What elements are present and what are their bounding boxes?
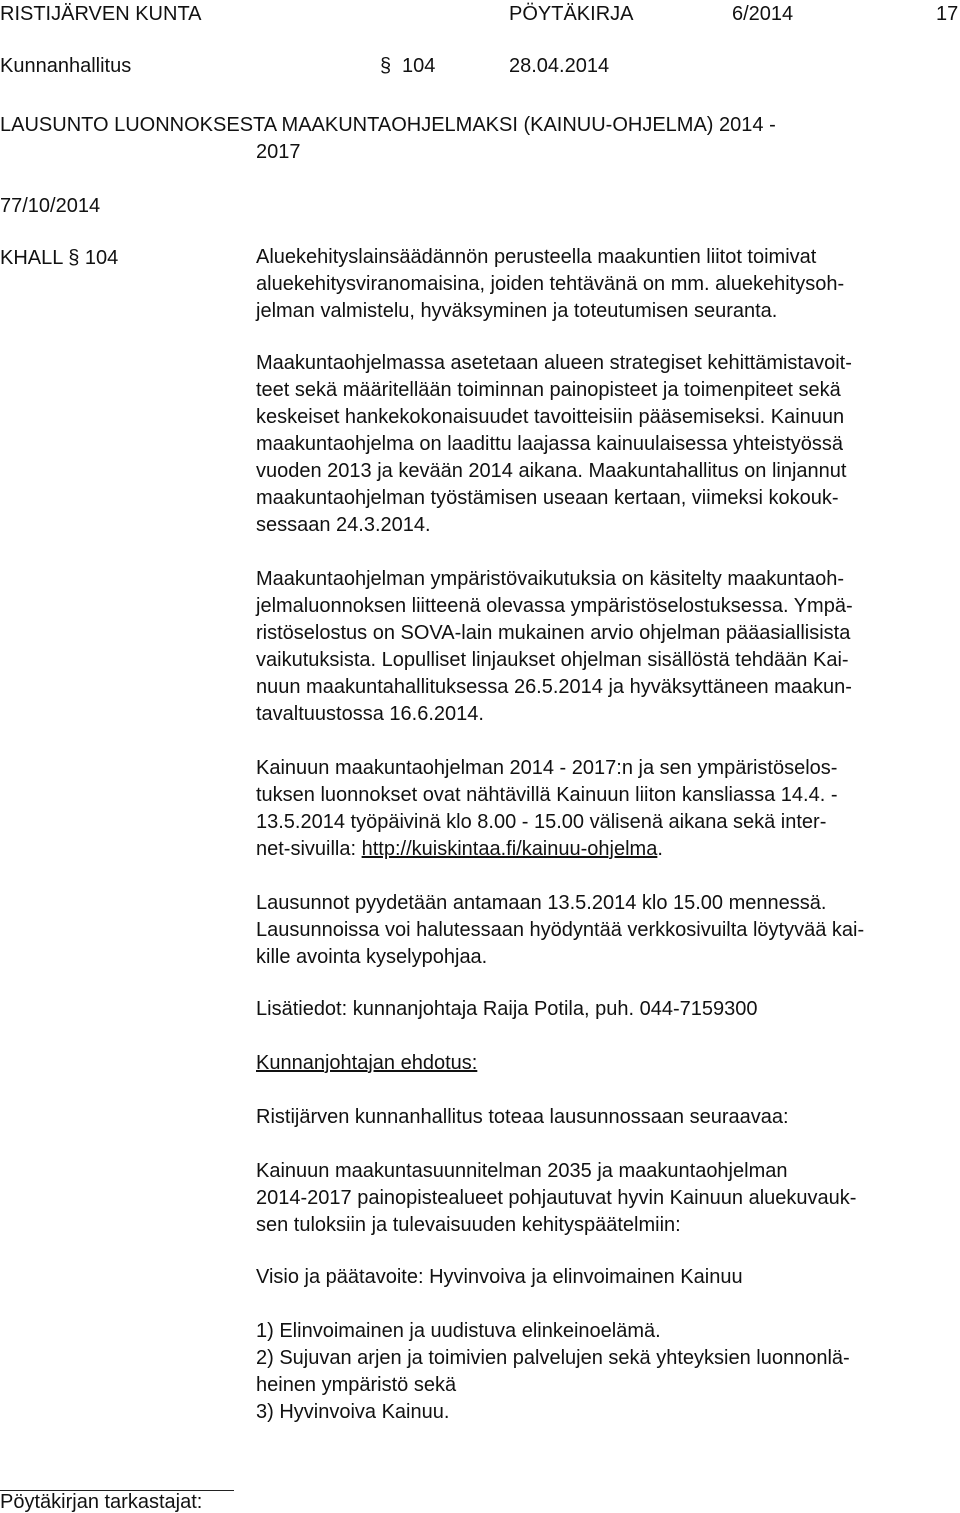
page-title-continued: 2017 [256,141,301,163]
footer-label: Pöytäkirjan tarkastajat: [0,1491,203,1513]
document-type: PÖYTÄKIRJA [509,3,634,25]
paragraph-availability [256,755,956,863]
municipality-name: RISTIJÄRVEN KUNTA [0,3,202,25]
kainuu-program-link[interactable]: http://kuiskintaa.fi/kainuu-ohjelma [361,838,658,860]
text-line: Kainuun maakuntaohjelman 2014 - 2017:n ja sen ympäristöselos- [256,757,838,779]
text-line: Maakuntaohjelman ympäristövaikutuksia on käsitelty maakuntaoh- [256,568,845,590]
paragraph-contact [256,996,956,1023]
section-label-prefix: KHALL [0,247,63,269]
text-line: keskeiset hankekokonaisuudet tavoitteisiin pääsemiseksi. Kainuun [256,406,845,428]
body-name: Kunnanhallitus [0,55,132,77]
section-number: 104 [402,55,436,77]
text-line: teet sekä määritellään toiminnan painopisteet ja toimenpiteet sekä [256,379,841,401]
page-title: LAUSUNTO LUONNOKSESTA MAAKUNTAOHJELMAKSI (KAINUU-OHJELMA) 2014 - [0,114,776,136]
text-line: vuoden 2013 ja kevään 2014 aikana. Maakuntahallitus on linjannut [256,460,847,482]
text-line: 13.5.2014 työpäivinä klo 8.00 - 15.00 välisenä aikana sekä inter- [256,811,827,833]
paragraph-environmental-impacts [256,566,956,728]
document-number: 6/2014 [732,3,794,25]
text-line [256,836,956,863]
goals-list [256,1318,956,1426]
text-line: 2014-2017 painopistealueet pohjautuvat hyvin Kainuun aluekuvauk- [256,1187,857,1209]
paragraph-statement-intro [256,1104,956,1131]
proposal-heading-text: Kunnanjohtajan ehdotus: [256,1052,478,1074]
text-line: Lausunnoissa voi halutessaan hyödyntää verkkosivuilta löytyvää kai- [256,919,865,941]
paragraph-deadline [256,890,956,971]
text-line: Visio ja päätavoite: Hyvinvoiva ja elinvoimainen Kainuu [256,1266,743,1288]
text-line: maakuntaohjelman työstämisen useaan kertaan, viimeksi kokouk- [256,487,839,509]
text-line: sessaan 24.3.2014. [256,514,431,536]
text-line: sen tuloksiin ja tulevaisuuden kehityspäätelmiin: [256,1214,681,1236]
page-number: 17 [936,3,959,25]
list-item: 1) Elinvoimainen ja uudistuva elinkeinoelämä. [256,1320,661,1342]
text-line: jelman valmistelu, hyväksyminen ja toteutumisen seuranta. [256,300,778,322]
text-line: Maakuntaohjelmassa asetetaan alueen strategiset kehittämistavoit- [256,352,852,374]
text-line: vaikutuksista. Lopulliset linjaukset ohjelman sisällöstä tehdään Kai- [256,649,849,671]
text-line: Ristijärven kunnanhallitus toteaa lausunnossaan seuraavaa: [256,1106,789,1128]
paragraph-legal-basis [256,244,956,325]
list-item: 2) Sujuvan arjen ja toimivien palvelujen sekä yhteyksien luonnonlä- [256,1347,850,1369]
text-line: Kainuun maakuntasuunnitelman 2035 ja maakuntaohjelman [256,1160,788,1182]
text-line: tavaltuustossa 16.6.2014. [256,703,484,725]
text-line: maakuntaohjelma on laadittu laajassa kainuulaisessa yhteistyössä [256,433,844,455]
section-symbol: § [380,55,392,77]
text-line: jelmaluonnoksen liitteenä olevassa ympäristöselostuksessa. Ympä- [256,595,853,617]
section-label-number: 104 [84,247,119,269]
list-item: heinen ympäristö sekä [256,1374,457,1396]
section-label [0,248,118,268]
text-line: nuun maakuntahallituksessa 26.5.2014 ja hyväksyttäneen maakun- [256,676,852,698]
text-line: aluekehitysviranomaisina, joiden tehtävänä on mm. aluekehitysoh- [256,273,845,295]
paragraph-focus-areas [256,1158,956,1239]
paragraph-program-description [256,350,956,539]
paragraph-vision [256,1264,956,1291]
proposal-heading [256,1050,956,1077]
text-line: kille avointa kyselypohjaa. [256,946,488,968]
text-line: Aluekehityslainsäädännön perusteella maakuntien liitot toimivat [256,246,817,268]
list-item: 3) Hyvinvoiva Kainuu. [256,1401,450,1423]
meeting-date: 28.04.2014 [509,55,610,77]
text-line: Lausunnot pyydetään antamaan 13.5.2014 klo 15.00 mennessä. [256,892,827,914]
text-line: tuksen luonnokset ovat nähtävillä Kainuun liiton kansliassa 14.4. - [256,784,838,806]
link-suffix: . [657,838,663,860]
section-label-symbol: § [68,247,80,269]
reference-number: 77/10/2014 [0,195,101,217]
link-prefix: net-sivuilla: [256,838,362,860]
text-line: Lisätiedot: kunnanjohtaja Raija Potila, puh. 044-7159300 [256,998,758,1020]
text-line: ristöselostus on SOVA-lain mukainen arvio ohjelman pääasiallisista [256,622,851,644]
